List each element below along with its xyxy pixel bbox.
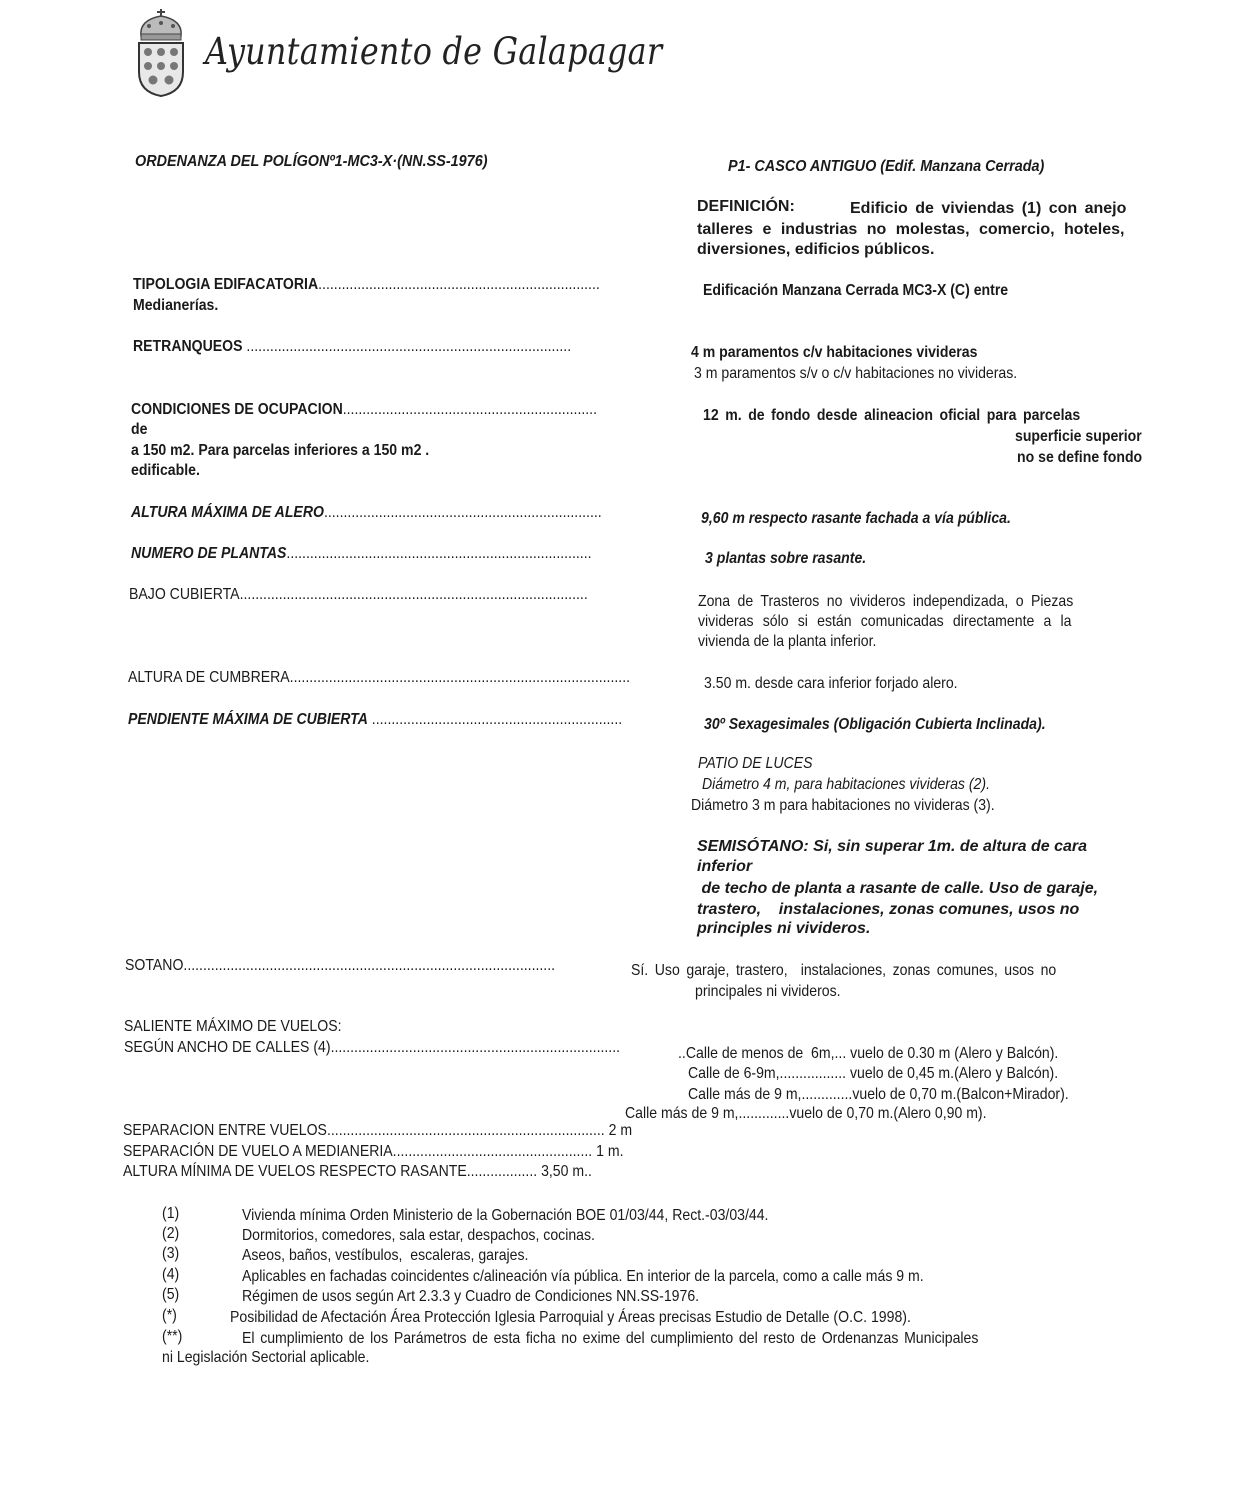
semisotano-line5: principles ni vivideros. [697, 920, 871, 937]
pendiente-value: 30º Sexagesimales (Obligación Cubierta Inclinada). [704, 716, 1046, 733]
municipality-title: Ayuntamiento de Galapagar [205, 30, 663, 73]
bajo-cubierta-line1: Zona de Trasteros no vivideros independizada, o Piezas [698, 593, 1074, 610]
patio-title: PATIO DE LUCES [698, 755, 813, 772]
tipologia-continuation: Medianerías. [133, 297, 219, 314]
semisotano-line3: de techo de planta a rasante de calle. Uso de garaje, [697, 880, 1099, 897]
footnote-text: Régimen de usos según Art 2.3.3 y Cuadro de Condiciones NN.SS-1976. [242, 1288, 700, 1305]
footnote-mark: (3) [162, 1245, 180, 1262]
ordinance-title: ORDENANZA DEL POLÍGONº1-MC3-X·(NN.SS-1976) [135, 153, 488, 170]
footnote-mark: (*) [162, 1307, 177, 1324]
sotano-label: SOTANO............................................................................................... [125, 957, 556, 974]
semisotano-line2: inferior [697, 858, 753, 875]
alero-value: 9,60 m respecto rasante fachada a vía pública. [701, 510, 1011, 527]
separacion-vuelos-value: 2 m [608, 1122, 633, 1139]
definition-label: DEFINICIÓN: [697, 198, 795, 215]
footnote-mark: (2) [162, 1225, 180, 1242]
vuelos-label: SEGÚN ANCHO DE CALLES (4).......................................................................... [124, 1039, 621, 1056]
ocupacion-left-2: de [131, 421, 148, 438]
footnote-text: Aseos, baños, vestíbulos, escaleras, garajes. [242, 1247, 529, 1264]
coat-of-arms-icon [133, 6, 189, 98]
definition-line2: talleres e industrias no molestas, comercio, hoteles, [697, 221, 1125, 238]
ocupacion-value-1: 12 m. de fondo desde alineacion oficial para parcelas [703, 407, 1081, 424]
footnote-text: Aplicables en fachadas coincidentes c/alineación vía pública. En interior de la parcela, como a calle más 9 m. [242, 1268, 924, 1285]
definition-line1: Edificio de viviendas (1) con anejo [850, 200, 1127, 217]
bajo-cubierta-label: BAJO CUBIERTA......................................................................................... [129, 586, 588, 603]
bajo-cubierta-line3: vivienda de la planta inferior. [698, 633, 877, 650]
footnote-mark: (5) [162, 1286, 180, 1303]
vuelos-heading: SALIENTE MÁXIMO DE VUELOS: [124, 1018, 342, 1035]
vuelos-line1: ..Calle de menos de 6m,... vuelo de 0.30 m (Alero y Balcón). [678, 1045, 1059, 1062]
footnote-mark: (4) [162, 1266, 180, 1283]
plantas-value: 3 plantas sobre rasante. [705, 550, 867, 567]
semisotano-line1: SEMISÓTANO: Si, sin superar 1m. de altura de cara [697, 838, 1088, 855]
definition-line3: diversiones, edificios públicos. [697, 241, 935, 258]
footnote-text: Posibilidad de Afectación Área Protección Iglesia Parroquial y Áreas precisas Estudio de Detalle (O.C. 1998). [230, 1309, 911, 1326]
pendiente-label: PENDIENTE MÁXIMA DE CUBIERTA ................................................................ [128, 711, 623, 728]
sotano-line2: principales ni vivideros. [695, 983, 841, 1000]
patio-line2: Diámetro 3 m para habitaciones no vivideras (3). [691, 797, 995, 814]
ocupacion-left-3: a 150 m2. Para parcelas inferiores a 150 m2 . [131, 442, 430, 459]
footnote-mark: (**) [162, 1328, 183, 1345]
ocupacion-left-4: edificable. [131, 462, 200, 479]
vuelos-line4: Calle más de 9 m,.............vuelo de 0,70 m.(Alero 0,90 m). [625, 1105, 987, 1122]
alero-label: ALTURA MÁXIMA DE ALERO....................................................................... [131, 504, 602, 521]
patio-line1: Diámetro 4 m, para habitaciones vivideras (2). [702, 776, 990, 793]
footnote-continuation: ni Legislación Sectorial aplicable. [162, 1349, 370, 1366]
tipologia-label: TIPOLOGIA EDIFACATORIA........................................................................ [133, 276, 600, 293]
vuelos-line3: Calle más de 9 m,.............vuelo de 0,70 m.(Balcon+Mirador). [688, 1086, 1069, 1103]
ocupacion-right-3: no se define fondo [1017, 449, 1143, 466]
plantas-label: NUMERO DE PLANTAS.............................................................................. [131, 545, 592, 562]
sotano-line1: Sí. Uso garaje, trastero, instalaciones, zonas comunes, usos no [631, 962, 1057, 979]
cumbrera-value: 3.50 m. desde cara inferior forjado alero. [704, 675, 958, 692]
retranqueos-value-2: 3 m paramentos s/v o c/v habitaciones no vivideras. [694, 365, 1018, 382]
footnote-text: Vivienda mínima Orden Ministerio de la Gobernación BOE 01/03/44, Rect.-03/03/44. [242, 1207, 769, 1224]
retranqueos-value-1: 4 m paramentos c/v habitaciones vivideras [691, 344, 978, 361]
separacion-medianeria-label: SEPARACIÓN DE VUELO A MEDIANERIA................................................... 1 m. [123, 1143, 624, 1160]
footnote-text: Dormitorios, comedores, sala estar, despachos, cocinas. [242, 1227, 595, 1244]
cumbrera-label: ALTURA DE CUMBRERA....................................................................................... [128, 669, 631, 686]
ocupacion-label: CONDICIONES DE OCUPACION................................................................. [131, 401, 598, 418]
footnote-mark: (1) [162, 1205, 180, 1222]
ocupacion-right-2: superficie superior [1015, 428, 1142, 445]
bajo-cubierta-line2: vivideras sólo si están comunicadas directamente a la [698, 613, 1072, 630]
retranqueos-label: RETRANQUEOS ................................................................................... [133, 338, 572, 355]
altura-vuelos-label: ALTURA MÍNIMA DE VUELOS RESPECTO RASANTE.................. 3,50 m.. [123, 1163, 592, 1180]
tipologia-value: Edificación Manzana Cerrada MC3-X (C) entre [703, 282, 1009, 299]
footnote-text: El cumplimiento de los Parámetros de esta ficha no exime del cumplimiento del resto de Ordenanzas Municipales [242, 1330, 979, 1347]
vuelos-line2: Calle de 6-9m,................. vuelo de 0,45 m.(Alero y Balcón). [688, 1065, 1059, 1082]
separacion-vuelos-label: SEPARACION ENTRE VUELOS....................................................................... 2 m [123, 1122, 633, 1139]
zone-title: P1- CASCO ANTIGUO (Edif. Manzana Cerrada) [728, 158, 1045, 175]
separacion-medianeria-value: 1 m. [596, 1143, 624, 1160]
altura-vuelos-value: 3,50 m.. [541, 1163, 592, 1180]
semisotano-line4: trastero, instalaciones, zonas comunes, usos no [697, 901, 1080, 918]
